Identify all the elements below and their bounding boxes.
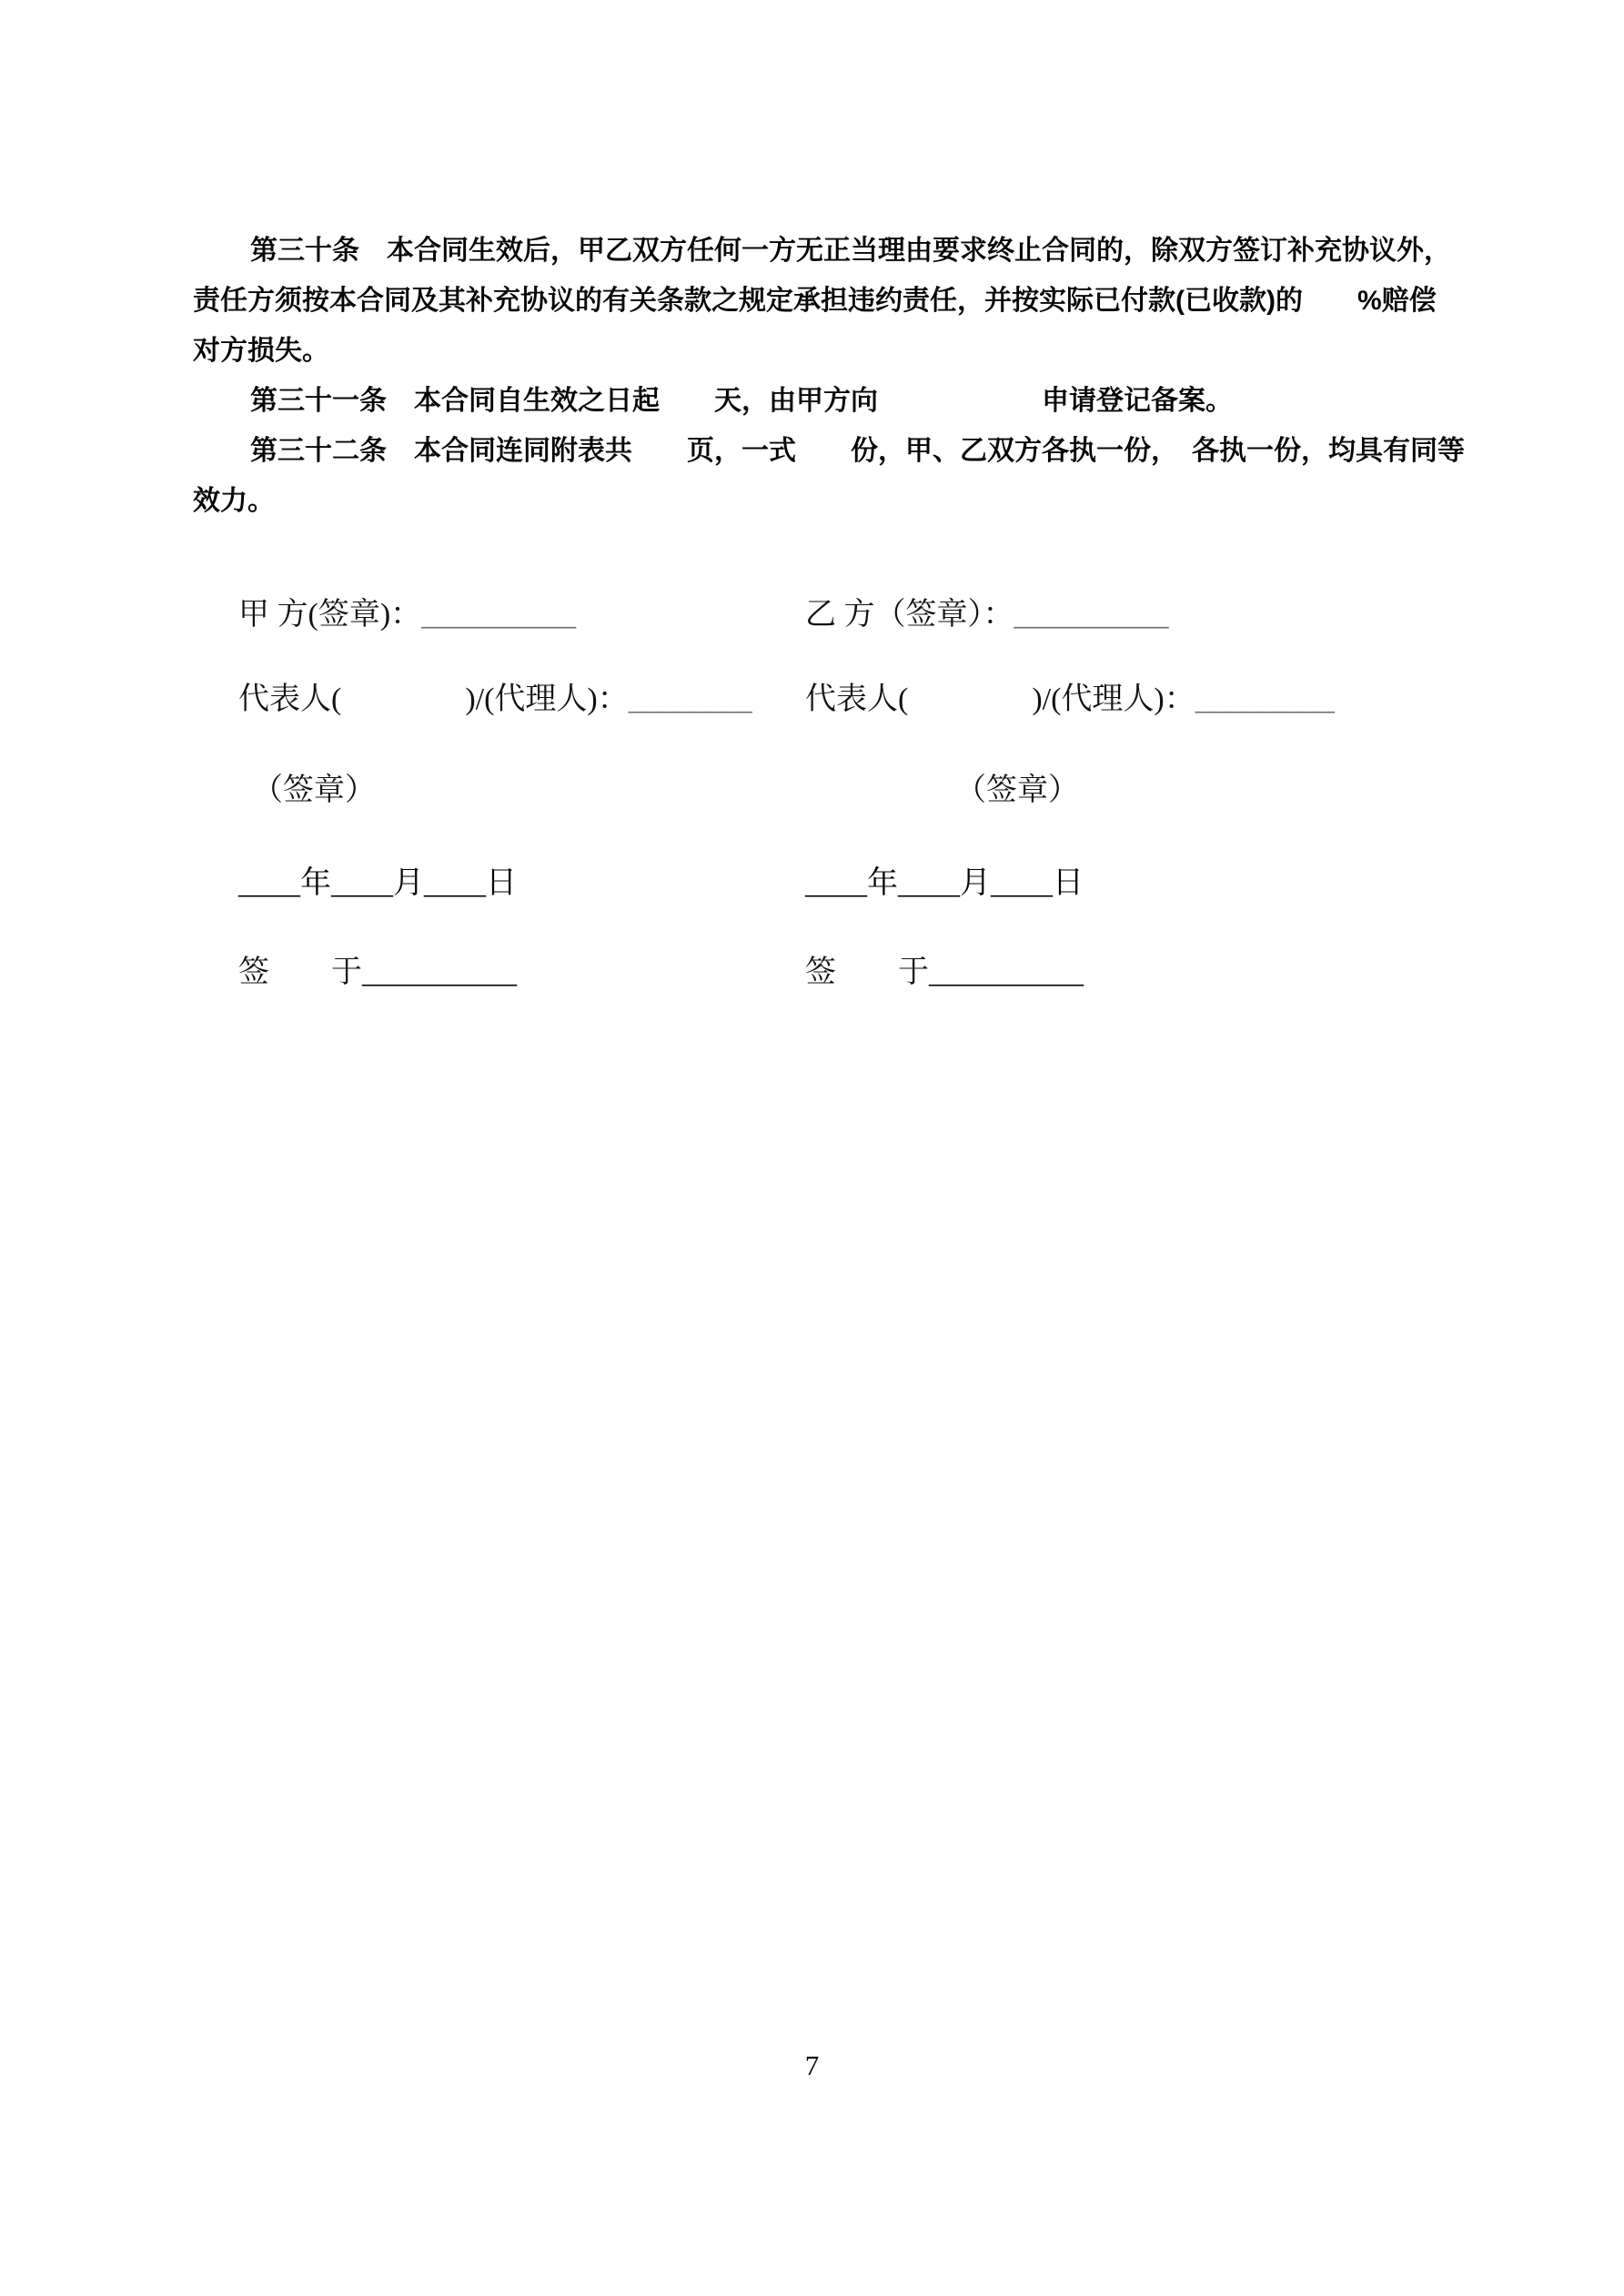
party-a-seal-note: （签章） [252, 774, 376, 807]
party-b-signed-at-row [805, 954, 1084, 992]
party-a-representative-label: 代表人( )/(代理人)： [238, 683, 629, 716]
party-b-seal-note: （签章） [955, 774, 1079, 807]
party-b-signed-at-blank-line: __________ [929, 956, 1084, 989]
page-number: 7 [804, 2049, 820, 2081]
party-b-date-line: ____年____月____日 [805, 866, 1084, 900]
party-b-seal-row [805, 596, 1169, 634]
contract-articles [193, 226, 1465, 526]
party-a-signed-at-label: 签 于 [238, 956, 362, 989]
party-a-seal-label: 甲 方(签章)： [238, 598, 422, 632]
article-30-line-3: 对方损失。 [193, 336, 329, 366]
party-a-representative-blank-line: ________ [628, 683, 752, 716]
party-a-seal-blank-line: __________ [421, 598, 577, 632]
article-32-line-1: 第三十二条 本合同连同附表共 页，一式 份，甲、乙双方各执一份， 各执一份，均具有同等 [250, 436, 1465, 466]
party-a-signed-at-row [238, 954, 517, 992]
party-b-signed-at-label: 签 于 [805, 956, 929, 989]
party-b-representative-blank-line: _________ [1195, 683, 1335, 716]
article-30-line-1: 第三十条 本合同生效后，甲乙双方任何一方无正当理由要求终止合同的，除双方签订补充协议外， [250, 236, 1451, 266]
party-a-date-line: ____年____月____日 [238, 866, 517, 900]
party-b-representative-label: 代表人( )/(代理人)： [805, 683, 1195, 716]
party-b-seal-label: 乙 方（签章）： [805, 598, 1014, 632]
party-a-representative-row [238, 681, 752, 719]
party-a-seal-row [238, 596, 576, 634]
article-32-line-2: 效力。 [193, 486, 275, 516]
party-a-signed-at-blank-line: __________ [362, 956, 517, 989]
party-b-seal-blank-line: __________ [1014, 598, 1169, 632]
party-b-representative-row [805, 681, 1335, 719]
article-31-line-1: 第三十一条 本合同自生效之日起 天，由甲方向 申请登记备案。 [250, 386, 1233, 416]
article-30-line-2: 责任方须按本合同及其补充协议的有关条款之规定承担违约责任，并按实际已付款(已收款)的 %赔偿 [193, 286, 1437, 316]
